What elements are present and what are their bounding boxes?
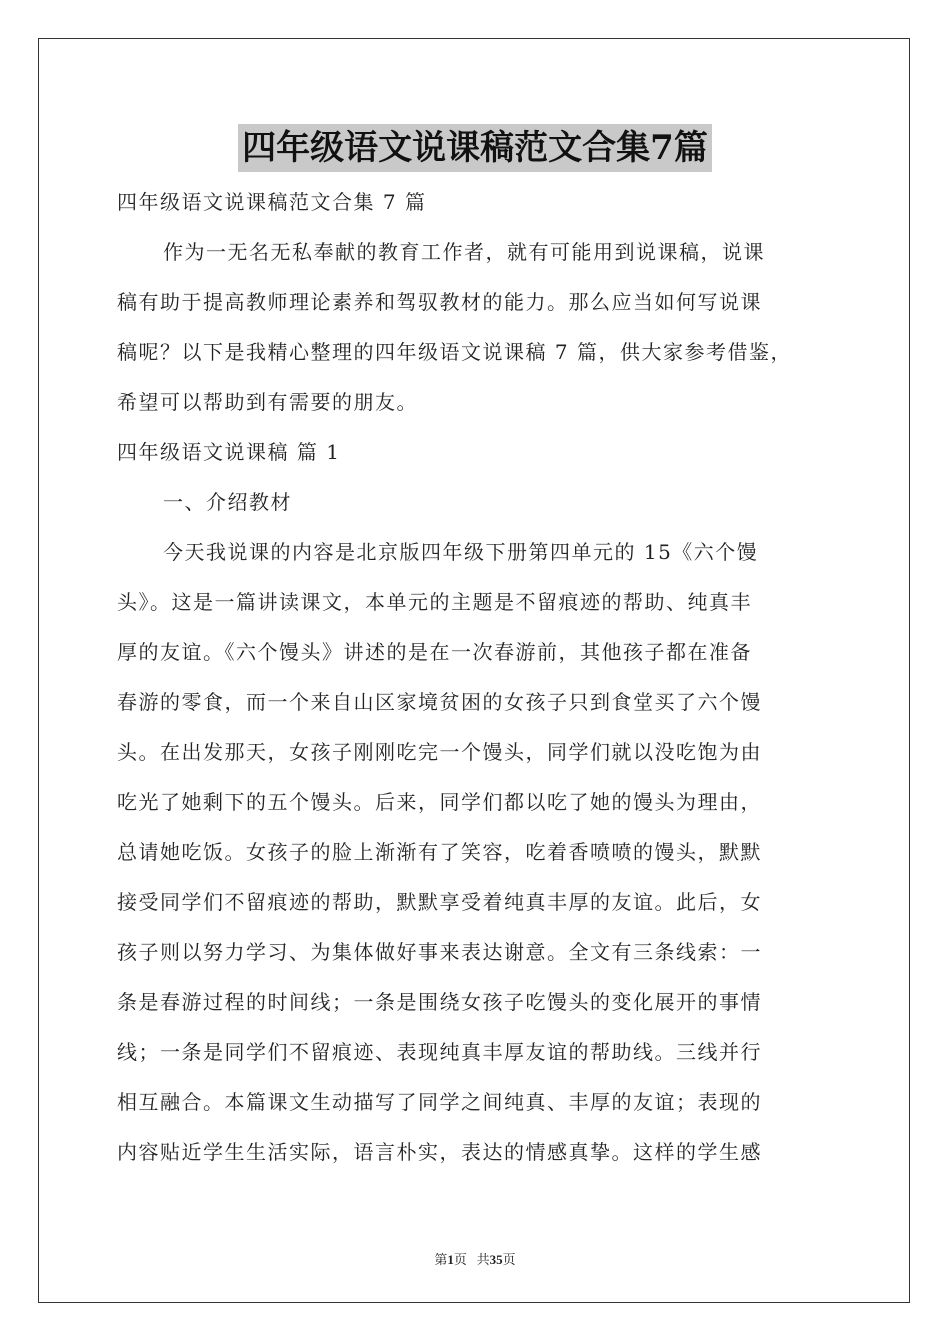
text-line: 今天我说课的内容是北京版四年级下册第四单元的 15《六个馒 bbox=[163, 540, 759, 564]
text-line: 总请她吃饭。女孩子的脸上渐渐有了笑容，吃着香喷喷的馒头，默默 bbox=[117, 840, 762, 864]
document-body bbox=[117, 177, 837, 1177]
document-title: 四年级语文说课稿范文合集7篇 bbox=[238, 124, 712, 172]
text-line: 头。在出发那天，女孩子刚刚吃完一个馒头，同学们就以没吃饱为由 bbox=[117, 740, 762, 764]
total-suffix: 页 bbox=[502, 1252, 516, 1267]
text-line: 一、介绍教材 bbox=[163, 490, 292, 514]
page-total: 35 bbox=[489, 1252, 503, 1267]
page-suffix: 页 bbox=[453, 1252, 467, 1267]
text-line: 四年级语文说课稿 篇 1 bbox=[117, 440, 341, 464]
page-footer bbox=[0, 1249, 950, 1268]
text-line: 接受同学们不留痕迹的帮助，默默享受着纯真丰厚的友谊。此后，女 bbox=[117, 890, 762, 914]
text-line: 孩子则以努力学习、为集体做好事来表达谢意。全文有三条线索：一 bbox=[117, 940, 762, 964]
page-current: 1 bbox=[447, 1252, 454, 1267]
text-line: 稿有助于提高教师理论素养和驾驭教材的能力。那么应当如何写说课 bbox=[117, 290, 762, 314]
text-line: 作为一无名无私奉献的教育工作者，就有可能用到说课稿，说课 bbox=[163, 240, 765, 264]
text-line: 厚的友谊。《六个馒头》讲述的是在一次春游前，其他孩子都在准备 bbox=[117, 640, 752, 664]
total-prefix: 共 bbox=[476, 1252, 490, 1267]
text-line: 相互融合。本篇课文生动描写了同学之间纯真、丰厚的友谊；表现的 bbox=[117, 1090, 762, 1114]
text-line: 希望可以帮助到有需要的朋友。 bbox=[117, 390, 418, 414]
title-wrap bbox=[0, 124, 950, 172]
text-line: 四年级语文说课稿范文合集 7 篇 bbox=[117, 190, 427, 214]
text-line: 吃光了她剩下的五个馒头。后来，同学们都以吃了她的馒头为理由， bbox=[117, 790, 762, 814]
text-line: 内容贴近学生生活实际，语言朴实，表达的情感真挚。这样的学生感 bbox=[117, 1140, 762, 1164]
text-line: 春游的零食，而一个来自山区家境贫困的女孩子只到食堂买了六个馒 bbox=[117, 690, 762, 714]
page-prefix: 第 bbox=[434, 1252, 448, 1267]
text-line: 稿呢？以下是我精心整理的四年级语文说课稿 7 篇，供大家参考借鉴， bbox=[117, 340, 792, 364]
text-line: 条是春游过程的时间线；一条是围绕女孩子吃馒头的变化展开的事情 bbox=[117, 990, 762, 1014]
text-line: 线；一条是同学们不留痕迹、表现纯真丰厚友谊的帮助线。三线并行 bbox=[117, 1040, 762, 1064]
text-line: 头》。这是一篇讲读课文，本单元的主题是不留痕迹的帮助、纯真丰 bbox=[117, 590, 752, 614]
